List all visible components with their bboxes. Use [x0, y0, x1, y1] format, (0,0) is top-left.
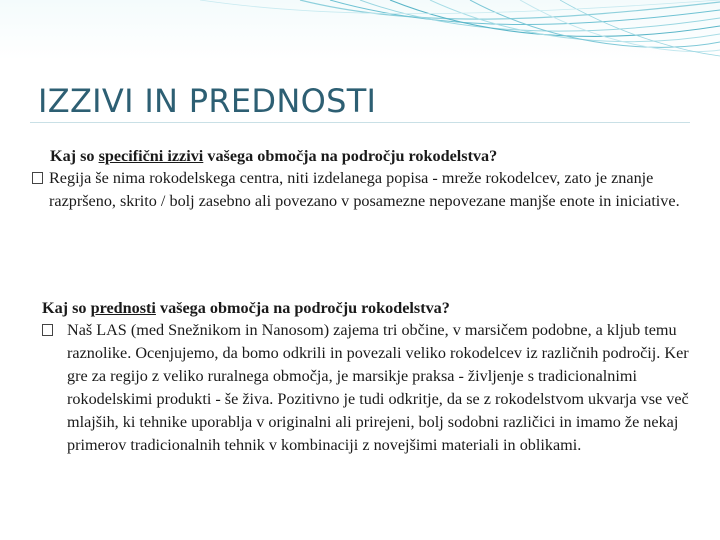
advantages-section	[42, 297, 692, 457]
checkbox-bullet-icon	[42, 324, 53, 336]
challenges-bullet-item	[32, 167, 700, 213]
wave-lines-graphic	[0, 0, 720, 60]
challenges-section	[50, 145, 700, 213]
advantages-bullet-text: Naš LAS (med Snežnikom in Nanosom) zajema tri občine, v marsičem podobne, a kljub temu raznolike. Ocenjujemo, da bomo odkrili in povezali veliko rokodelcev iz različnih področij. Ker gre za regijo z veliko ruralnega območja, je marsikje praksa - življenje s tradicionalnimi rokodelskimi produkti - še živa. Pozitivno je tudi odkritje, da se z rokodelstvom ukvarja vse več mlajših, ki tehnike uporablja v originalni ali prirejeni, bolj sodobni različici in imamo že nekaj primerov tradicionalnih tehnik v kombinaciji z novejšimi materiali in oblikami.	[67, 321, 689, 454]
advantages-key-term: prednosti	[90, 299, 156, 317]
checkbox-bullet-icon	[32, 172, 43, 184]
title-divider	[30, 122, 690, 123]
challenges-question: Kaj so specifični izzivi vašega območja na področju rokodelstva?	[50, 147, 498, 165]
slide-title: IZZIVI IN PREDNOSTI	[38, 82, 377, 120]
advantages-bullet-item	[42, 319, 692, 457]
advantages-question: Kaj so prednosti vašega območja na področju rokodelstva?	[42, 299, 450, 317]
challenges-key-term: specifični izzivi	[98, 147, 204, 165]
header-wave-decoration	[0, 0, 720, 60]
challenges-bullet-text: Regija še nima rokodelskega centra, niti izdelanega popisa - mreže rokodelcev, zato je znanje razpršeno, skrito / bolj zasebno ali povezano v posamezne nepovezane manjše enote in iniciative.	[49, 169, 680, 210]
